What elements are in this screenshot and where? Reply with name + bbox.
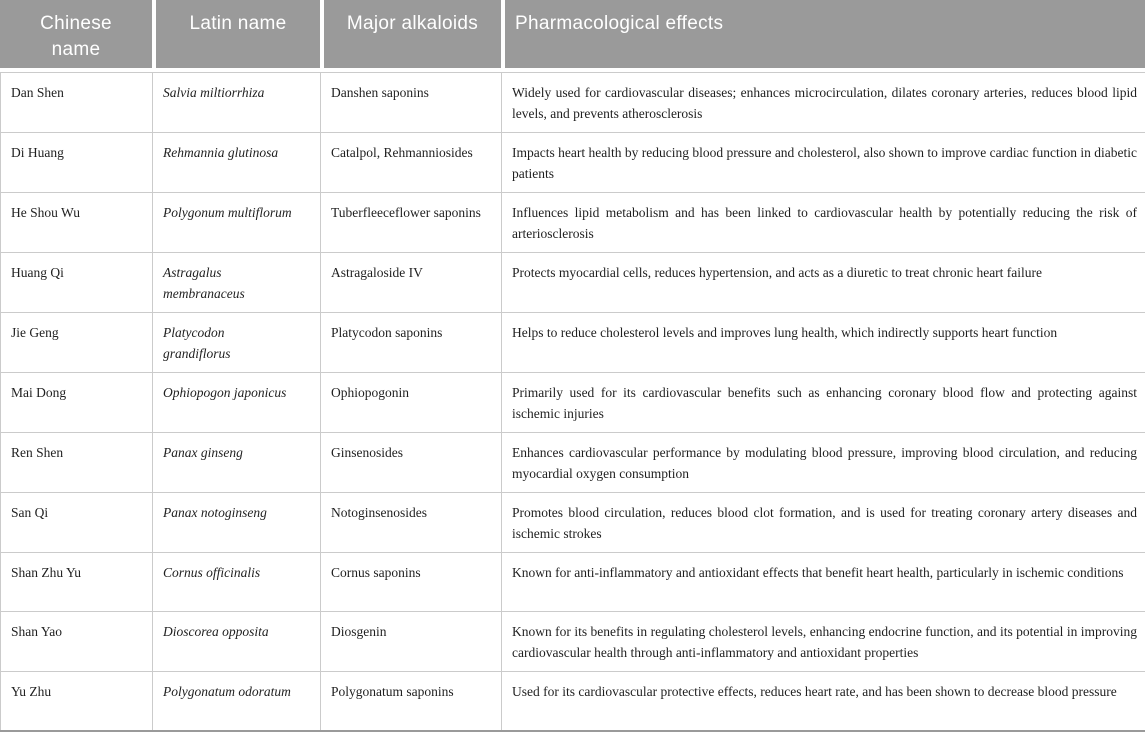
cell-latin: Polygonatum odoratum (153, 672, 321, 731)
cell-alkaloids: Ophiopogonin (321, 373, 502, 433)
cell-effects: Enhances cardiovascular performance by modulating blood pressure, improving blood circulation, and reducing myocardial oxygen consumption (502, 433, 1145, 493)
table-row (1, 493, 1145, 553)
cell-alkaloids: Tuberfleeceflower saponins (321, 193, 502, 253)
cell-latin: Panax notoginseng (153, 493, 321, 553)
cell-alkaloids: Catalpol, Rehmanniosides (321, 133, 502, 193)
cell-latin: Dioscorea opposita (153, 612, 321, 672)
cell-effects: Used for its cardiovascular protective effects, reduces heart rate, and has been shown to decrease blood pressure (502, 672, 1145, 731)
cell-chinese: Dan Shen (1, 73, 153, 133)
cell-chinese: Shan Zhu Yu (1, 553, 153, 612)
cell-alkaloids: Astragaloside IV (321, 253, 502, 313)
cell-latin: Astragalus membranaceus (153, 253, 321, 313)
column-header-pharmacological-effects (501, 0, 1145, 68)
cell-chinese: Di Huang (1, 133, 153, 193)
cell-effects: Known for anti-inflammatory and antioxidant effects that benefit heart health, particularly in ischemic conditions (502, 553, 1145, 612)
cell-effects: Helps to reduce cholesterol levels and improves lung health, which indirectly supports heart function (502, 313, 1145, 373)
cell-alkaloids: Ginsenosides (321, 433, 502, 493)
table-row (1, 313, 1145, 373)
table-row (1, 253, 1145, 313)
cell-latin: Cornus officinalis (153, 553, 321, 612)
cell-chinese: Yu Zhu (1, 672, 153, 731)
column-header-label: Latin name (189, 13, 287, 34)
column-header-chinese-name (0, 0, 152, 68)
cell-alkaloids: Notoginsenosides (321, 493, 502, 553)
cell-effects: Protects myocardial cells, reduces hypertension, and acts as a diuretic to treat chronic heart failure (502, 253, 1145, 313)
table-row (1, 672, 1145, 731)
table-body (1, 73, 1145, 731)
table-row (1, 73, 1145, 133)
cell-latin: Ophiopogon japonicus (153, 373, 321, 433)
cell-chinese: Huang Qi (1, 253, 153, 313)
cell-latin: Rehmannia glutinosa (153, 133, 321, 193)
cell-alkaloids: Platycodon saponins (321, 313, 502, 373)
table-header-row (0, 0, 1145, 68)
cell-chinese: Mai Dong (1, 373, 153, 433)
column-header-major-alkaloids (320, 0, 501, 68)
cell-effects: Influences lipid metabolism and has been linked to cardiovascular health by potentially reducing the risk of arteriosclerosis (502, 193, 1145, 253)
cell-effects: Impacts heart health by reducing blood pressure and cholesterol, also shown to improve cardiac function in diabetic patients (502, 133, 1145, 193)
cell-alkaloids: Polygonatum saponins (321, 672, 502, 731)
column-header-label: Chinese name (40, 13, 112, 60)
cell-alkaloids: Danshen saponins (321, 73, 502, 133)
cell-effects: Widely used for cardiovascular diseases; enhances microcirculation, dilates coronary arteries, reduces blood lipid levels, and prevents atherosclerosis (502, 73, 1145, 133)
cell-latin: Panax ginseng (153, 433, 321, 493)
column-header-label: Major alkaloids (346, 13, 479, 34)
cell-latin: Polygonum multiflorum (153, 193, 321, 253)
table-row (1, 612, 1145, 672)
cell-latin: Platycodon grandiflorus (153, 313, 321, 373)
table-row (1, 133, 1145, 193)
table-body-grid (0, 72, 1145, 732)
cell-latin: Salvia miltiorrhiza (153, 73, 321, 133)
cell-chinese: San Qi (1, 493, 153, 553)
cell-effects: Known for its benefits in regulating cholesterol levels, enhancing endocrine function, and its potential in improving cardiovascular health through anti-inflammatory and antioxidant properties (502, 612, 1145, 672)
column-header-label: Pharmacological effects (515, 13, 724, 34)
table-row (1, 433, 1145, 493)
table-row (1, 553, 1145, 612)
cell-chinese: Jie Geng (1, 313, 153, 373)
cell-effects: Promotes blood circulation, reduces blood clot formation, and is used for treating coronary artery diseases and ischemic strokes (502, 493, 1145, 553)
cell-chinese: Shan Yao (1, 612, 153, 672)
column-header-latin-name (152, 0, 320, 68)
table-row (1, 193, 1145, 253)
table-row (1, 373, 1145, 433)
cell-effects: Primarily used for its cardiovascular benefits such as enhancing coronary blood flow and protecting against ischemic injuries (502, 373, 1145, 433)
cell-chinese: Ren Shen (1, 433, 153, 493)
cell-chinese: He Shou Wu (1, 193, 153, 253)
cell-alkaloids: Diosgenin (321, 612, 502, 672)
cell-alkaloids: Cornus saponins (321, 553, 502, 612)
